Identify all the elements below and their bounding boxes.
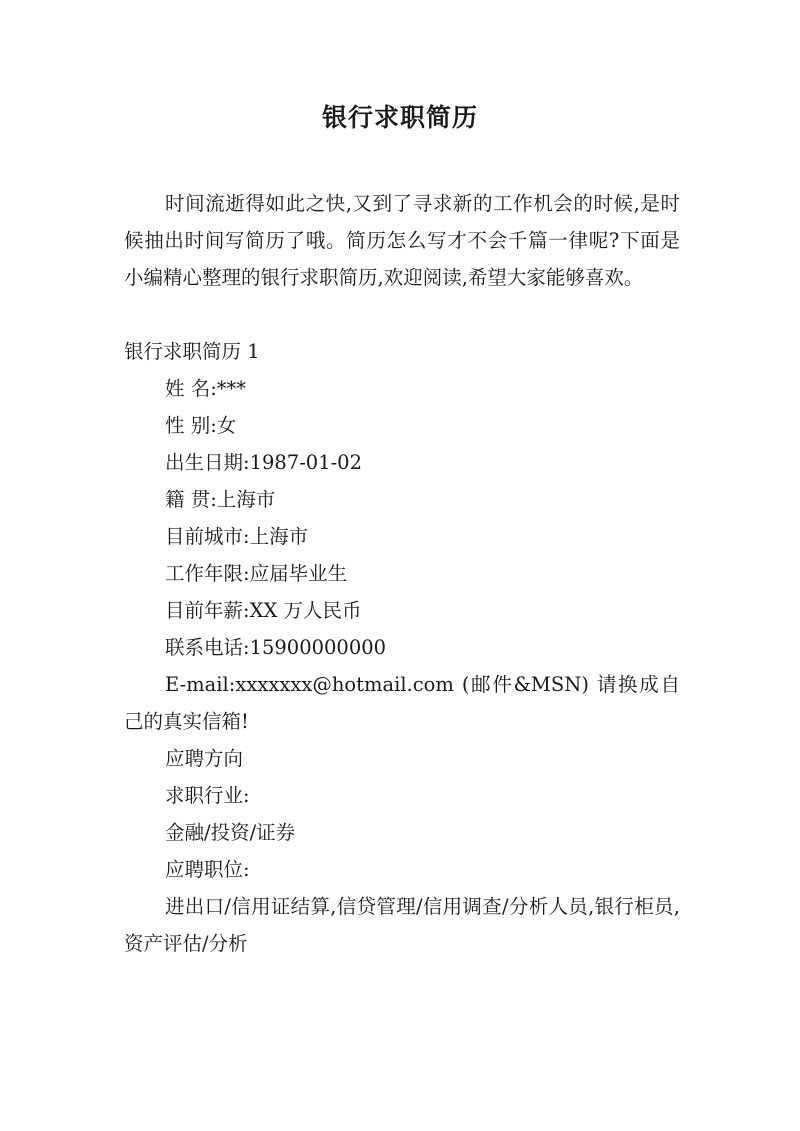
intro-paragraph: 时间流逝得如此之快,又到了寻求新的工作机会的时候,是时候抽出时间写简历了哦。简历怎么写才不会千篇一律呢?下面是小编精心整理的银行求职简历,欢迎阅读,希望大家能够喜欢。 [124,192,680,289]
field-native-place: 籍 贯:上海市 [165,488,276,511]
industry-value: 金融/投资/证券 [165,821,296,844]
field-current-salary: 目前年薪:XX 万人民币 [165,599,362,622]
field-name: 姓 名:*** [165,377,247,400]
position-value: 进出口/信用证结算,信贷管理/信用调查/分析人员,银行柜员,资产评估/分析 [124,895,680,955]
position-label: 应聘职位: [165,858,250,881]
document-title: 银行求职简历 [321,103,478,132]
field-gender: 性 别:女 [165,414,237,437]
field-phone: 联系电话:15900000000 [165,636,387,659]
industry-label: 求职行业: [165,784,250,807]
field-work-years: 工作年限:应届毕业生 [165,562,348,585]
field-current-city: 目前城市:上海市 [165,525,309,548]
field-email: E-mail:xxxxxxx@hotmail.com (邮件&MSN) 请换成自己的真实信箱! [124,673,680,733]
field-birthdate: 出生日期:1987-01-02 [165,451,362,474]
direction-heading: 应聘方向 [165,747,244,770]
document-body [124,185,680,962]
section-heading: 银行求职简历 1 [124,340,260,363]
